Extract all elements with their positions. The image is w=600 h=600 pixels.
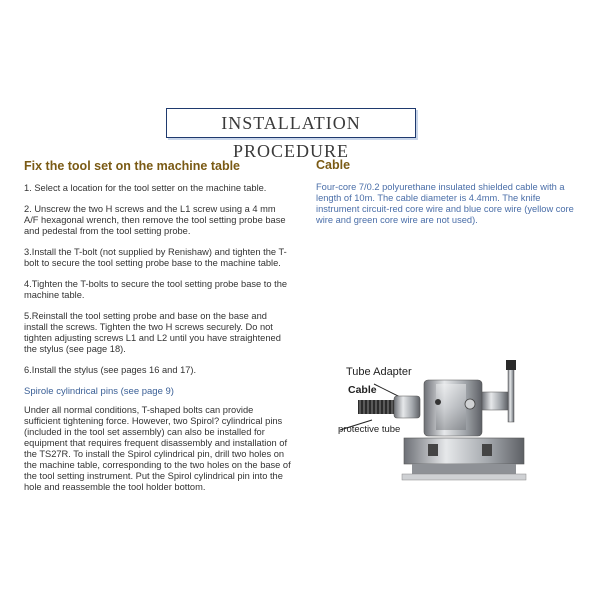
page-title: INSTALLATION PROCEDURE: [166, 108, 416, 138]
adjust-screw: [465, 399, 475, 409]
spirol-text: Under all normal conditions, T-shaped bolts can provide sufficient tightening force. However, two Spirol? cylindrical pins (included in the tool set assembly) can also be installed for equipment that requires frequent disassembly and installation of the TS27R. To install the Spirol cylindrical pin, drill two holes on the machine table, corresponding to the two holes on the base of the tool setting instrument. Put the Spirol cylindrical pin into the hole and reassemble the tool holder bottom.: [24, 405, 291, 492]
step-1: 1. Select a location for the tool setter on the machine table.: [24, 183, 267, 193]
cable-text: Four-core 7/0.2 polyurethane insulated shielded cable with a length of 10m. The cable diameter is 4.4mm. The knife instrument circuit-red core wire and blue core wire (yellow core wire and green core wire are not used).: [316, 182, 574, 225]
fix-tool-heading: Fix the tool set on the machine table: [24, 159, 241, 173]
step-6: 6.Install the stylus (see pages 16 and 17).: [24, 365, 197, 375]
right-column: [316, 158, 584, 236]
probe-base: [404, 438, 524, 464]
tube-adapter-label: Tube Adapter: [346, 366, 412, 378]
step-3: 3.Install the T-bolt (not supplied by Renishaw) and tighten the T-bolt to secure the tool setting probe base to the machine table.: [24, 247, 287, 268]
stylus-shaft: [508, 366, 514, 422]
spirol-heading: Spirole cylindrical pins (see page 9): [24, 386, 174, 397]
cable-spring: [358, 400, 396, 414]
tube-adapter: [394, 396, 420, 418]
step-2: 2. Unscrew the two H screws and the L1 screw using a 4 mm A/F hexagonal wrench, then remove the tool setting probe base and pedestal from the tool setting probe.: [24, 204, 286, 236]
step-5: 5.Reinstall the tool setting probe and base on the base and install the screws. Tighten the two H screws securely. Do not tighten adjusting screws L1 and L2 until you have straightened the stylus (see page 18).: [24, 311, 281, 354]
tool-setter-figure: [332, 358, 542, 482]
left-column: [24, 159, 292, 503]
cable-label: Cable: [348, 384, 377, 396]
mounting-plate: [402, 474, 526, 480]
step-4: 4.Tighten the T-bolts to secure the tool setting probe base to the machine table.: [24, 279, 288, 300]
cable-heading: Cable: [316, 158, 351, 172]
protective-tube-label: protective tube: [338, 424, 401, 435]
stylus-tip: [506, 360, 516, 370]
